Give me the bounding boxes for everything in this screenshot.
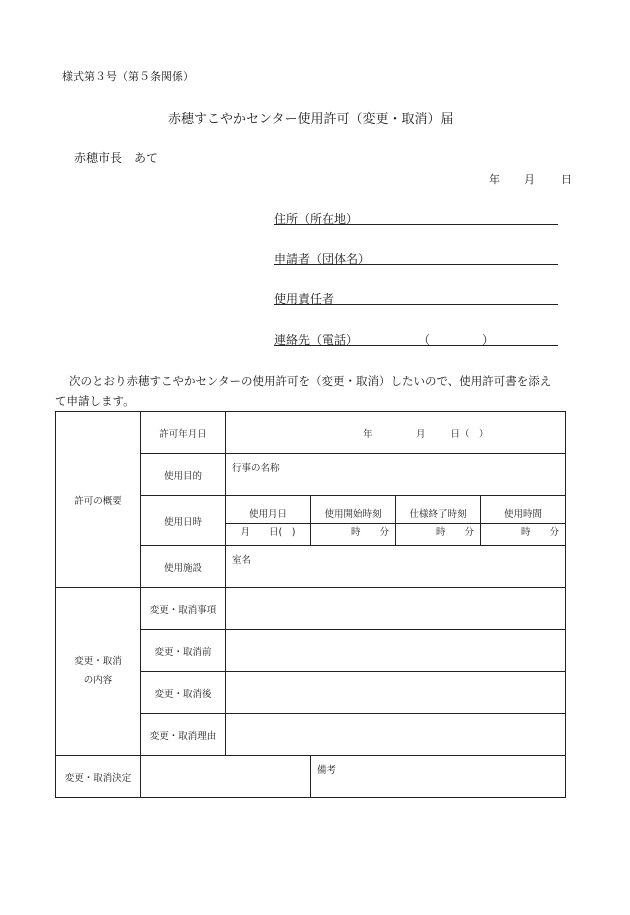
duration-value[interactable]: 時 分 xyxy=(520,527,559,539)
change-reason-label: 変更・取消理由 xyxy=(141,714,226,756)
room-name-label: 室名 xyxy=(232,555,252,566)
date-day-label: 日 xyxy=(561,173,572,186)
address-label: 住所（所在地） xyxy=(274,212,359,226)
intro-line-2: て申請します。 xyxy=(55,394,135,408)
address-field[interactable] xyxy=(274,224,558,225)
overview-section-label: 許可の概要 xyxy=(56,412,141,588)
use-date-cell[interactable] xyxy=(226,496,311,546)
permit-date-day: 日（ ） xyxy=(450,428,489,440)
after-change-field[interactable] xyxy=(226,672,566,714)
before-change-label: 変更・取消前 xyxy=(141,630,226,672)
permit-date-month: 月 xyxy=(415,428,426,440)
duration-header: 使用時間 xyxy=(481,503,565,524)
applicant-label: 申請者（団体名） xyxy=(274,252,371,266)
manager-field[interactable] xyxy=(274,304,558,305)
permit-form-table xyxy=(55,411,566,798)
purpose-label: 使用目的 xyxy=(141,454,226,496)
start-time-cell[interactable] xyxy=(311,496,396,546)
decision-label: 変更・取消決定 xyxy=(56,756,141,798)
change-item-label: 変更・取消事項 xyxy=(141,588,226,630)
page-title: 赤穂すこやかセンター使用許可（変更・取消）届 xyxy=(168,112,454,127)
end-time-header: 仕様終了時刻 xyxy=(396,503,480,524)
permit-date-label: 許可年月日 xyxy=(141,412,226,454)
decision-field[interactable] xyxy=(141,756,311,798)
permit-date-field[interactable] xyxy=(226,412,566,454)
use-date-value[interactable]: 月 日( ) xyxy=(240,527,296,539)
facility-field[interactable] xyxy=(226,546,566,588)
use-date-header: 使用月日 xyxy=(226,503,310,524)
manager-label: 使用責任者 xyxy=(274,292,335,306)
start-time-header: 使用開始時刻 xyxy=(311,503,395,524)
remarks-field[interactable] xyxy=(311,756,566,798)
contact-paren-open: （ xyxy=(418,333,431,347)
date-year-label: 年 xyxy=(489,173,500,186)
end-time-value[interactable]: 時 分 xyxy=(435,527,474,539)
intro-line-1: 次のとおり赤穂すこやかセンターの使用許可を（変更・取消）したいので、使用許可書を添え xyxy=(69,374,552,388)
contact-field[interactable] xyxy=(274,345,558,346)
addressee: 赤穂市長 あて xyxy=(74,151,159,165)
remarks-label: 備考 xyxy=(317,765,337,776)
change-reason-field[interactable] xyxy=(226,714,566,756)
permit-date-year: 年 xyxy=(362,428,373,440)
contact-paren-close: ） xyxy=(482,333,495,347)
date-month-label: 月 xyxy=(524,173,535,186)
change-item-field[interactable] xyxy=(226,588,566,630)
end-time-cell[interactable] xyxy=(396,496,481,546)
start-time-value[interactable]: 時 分 xyxy=(350,527,389,539)
contact-label: 連絡先（電話） xyxy=(274,333,359,347)
datetime-label: 使用日時 xyxy=(141,496,226,546)
facility-label: 使用施設 xyxy=(141,546,226,588)
change-section-label: 変更・取消 の内容 xyxy=(56,588,141,756)
duration-cell[interactable] xyxy=(481,496,566,546)
after-change-label: 変更・取消後 xyxy=(141,672,226,714)
form-number: 様式第３号（第５条関係） xyxy=(62,70,194,83)
applicant-field[interactable] xyxy=(274,264,558,265)
event-name-label: 行事の名称 xyxy=(232,463,280,474)
before-change-field[interactable] xyxy=(226,630,566,672)
purpose-field[interactable] xyxy=(226,454,566,496)
